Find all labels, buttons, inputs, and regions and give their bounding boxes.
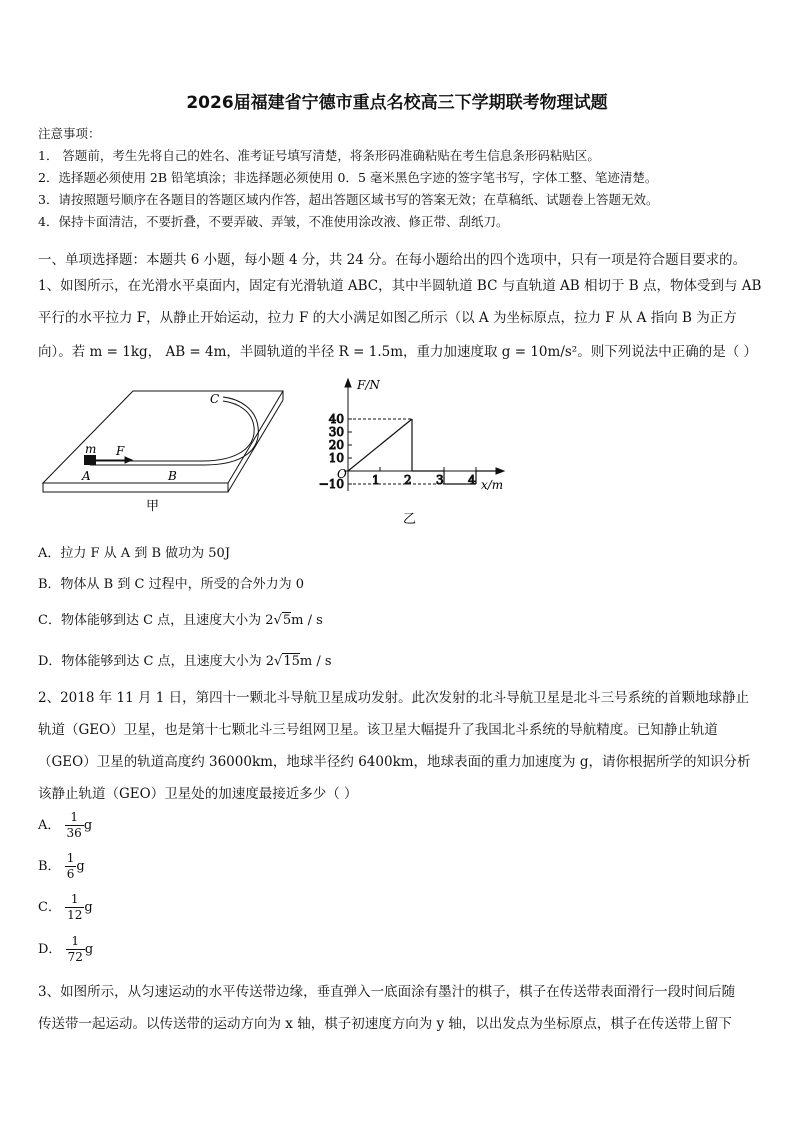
label-A: A xyxy=(82,469,91,483)
table-surface xyxy=(43,391,283,483)
sqrt-radicand: 15 xyxy=(283,654,300,669)
y-tick-label: −10 xyxy=(318,477,344,491)
q2-stem-line: 轨道（GEO）卫星，也是第十七颗北斗三号组网卫星。该卫星大幅提升了我国北斗系统的导航精度。已知静止轨道 xyxy=(38,722,718,738)
q1-option-d: D．物体能够到达 C 点，且速度大小为 2√15m / s xyxy=(38,654,332,669)
fraction: $\frac{1}{36}$ xyxy=(66,810,82,840)
q3-stem-line: 3、如图所示，从匀速运动的水平传送带边缘，垂直弹入一底面涂有墨汁的棋子，棋子在传送带表面滑行一段时间后随 xyxy=(38,984,736,1000)
q2-option-b: B． $\frac{1}{6}$ g xyxy=(38,851,85,881)
notice-item: 2．选择题必须使用 2B 铅笔填涂；非选择题必须使用 0．5 毫米黑色字迹的签字笔书写，字体工整、笔迹清楚。 xyxy=(38,170,658,185)
series-segment xyxy=(348,419,412,471)
figure-yi-chart xyxy=(315,375,515,525)
x-tick-label: 2 xyxy=(404,473,412,487)
q1-stem-line: 向）。若 m = 1kg， AB = 4m，半圆轨道的半径 R = 1.5m，重力加速度取 g = 10m/s²。则下列说法中正确的是（ ） xyxy=(38,344,757,360)
origin-label: O xyxy=(337,467,347,481)
y-axis-label: F/N xyxy=(357,378,380,392)
sqrt-radicand: 5 xyxy=(282,613,292,628)
q2-option-d: D． $\frac{1}{72}$ g xyxy=(38,934,94,964)
q2-stem-line: 该静止轨道（GEO）卫星处的加速度最接近多少（ ） xyxy=(38,786,358,802)
y-axis-arrow xyxy=(345,379,351,387)
fraction: $\frac{1}{72}$ xyxy=(67,934,83,964)
x-tick-label: 4 xyxy=(468,473,476,487)
page-title: 2026届福建省宁德市重点名校高三下学期联考物理试题 xyxy=(186,93,608,113)
y-tick-label: 20 xyxy=(328,438,344,452)
fraction: $\frac{1}{12}$ xyxy=(67,892,83,922)
q1-option-a: A．拉力 F 从 A 到 B 做功为 50J xyxy=(38,546,231,561)
label-C: C xyxy=(210,392,220,406)
q2-option-a: A． $\frac{1}{36}$ g xyxy=(38,810,93,840)
arrow-icon xyxy=(96,457,132,463)
label-F: F xyxy=(116,444,125,458)
notice-item: 1． 答题前，考生先将自己的姓名、准考证号填写清楚，将条形码准确粘贴在考生信息条形码粘贴区。 xyxy=(38,148,600,163)
table-edge xyxy=(43,483,228,492)
unit: m / s xyxy=(299,654,332,669)
q2-option-c: C． $\frac{1}{12}$ g xyxy=(38,892,93,922)
x-tick-label: 3 xyxy=(436,473,444,487)
fraction: $\frac{1}{6}$ xyxy=(66,851,75,881)
y-tick-label: 10 xyxy=(328,451,344,465)
x-axis-label: x/m xyxy=(481,478,504,492)
section-heading: 一、单项选择题：本题共 6 小题，每小题 4 分，共 24 分。在每小题给出的四个选项中，只有一项是符合题目要求的。 xyxy=(38,252,747,268)
block-m xyxy=(84,455,96,465)
notice-heading: 注意事项： xyxy=(38,126,101,141)
q1-stem-line: 平行的水平拉力 F，从静止开始运动，拉力 F 的大小满足如图乙所示（以 A 为坐标原点，拉力 F 从 A 指向 B 为正方 xyxy=(38,310,737,326)
q2-stem-line: 2、2018 年 11 月 1 日，第四十一颗北斗导航卫星成功发射。此次发射的北斗导航卫星是北斗三号系统的首颗地球静止 xyxy=(38,690,750,706)
label-B: B xyxy=(168,469,177,483)
y-tick-label: 30 xyxy=(328,425,344,439)
option-text: D．物体能够到达 C 点，且速度大小为 2 xyxy=(38,654,275,669)
x-tick-label: 1 xyxy=(372,473,380,487)
option-text: C．物体能够到达 C 点，且速度大小为 2 xyxy=(38,613,274,628)
notice-item: 3．请按照题号顺序在各题目的答题区域内作答，超出答题区域书写的答案无效；在草稿纸、试题卷上答题无效。 xyxy=(38,192,659,207)
unit: m / s xyxy=(291,613,323,628)
figure-jia xyxy=(40,385,290,515)
figure-caption-jia: 甲 xyxy=(146,499,160,514)
q2-stem-line: （GEO）卫星的轨道高度约 36000km，地球半径约 6400km，地球表面的重力加速度为 g，请你根据所学的知识分析 xyxy=(38,754,751,770)
figure-caption-yi: 乙 xyxy=(403,512,417,525)
q1-stem-line: 1、如图所示，在光滑水平桌面内，固定有光滑轨道 ABC，其中半圆轨道 BC 与直轨道 AB 相切于 B 点，物体受到与 AB xyxy=(38,278,762,294)
q1-option-b: B．物体从 B 到 C 过程中，所受的合外力为 0 xyxy=(38,577,304,592)
notice-item: 4．保持卡面清洁，不要折叠，不要弄破、弄皱，不准使用涂改液、修正带、刮纸刀。 xyxy=(38,214,509,229)
label-m: m xyxy=(85,442,97,456)
q1-option-c: C．物体能够到达 C 点，且速度大小为 2√5m / s xyxy=(38,613,323,628)
q3-stem-line: 传送带一起运动。以传送带的运动方向为 x 轴，棋子初速度方向为 y 轴，以出发点为坐标原点，棋子在传送带上留下 xyxy=(38,1016,732,1032)
y-tick-label: 40 xyxy=(328,412,344,426)
